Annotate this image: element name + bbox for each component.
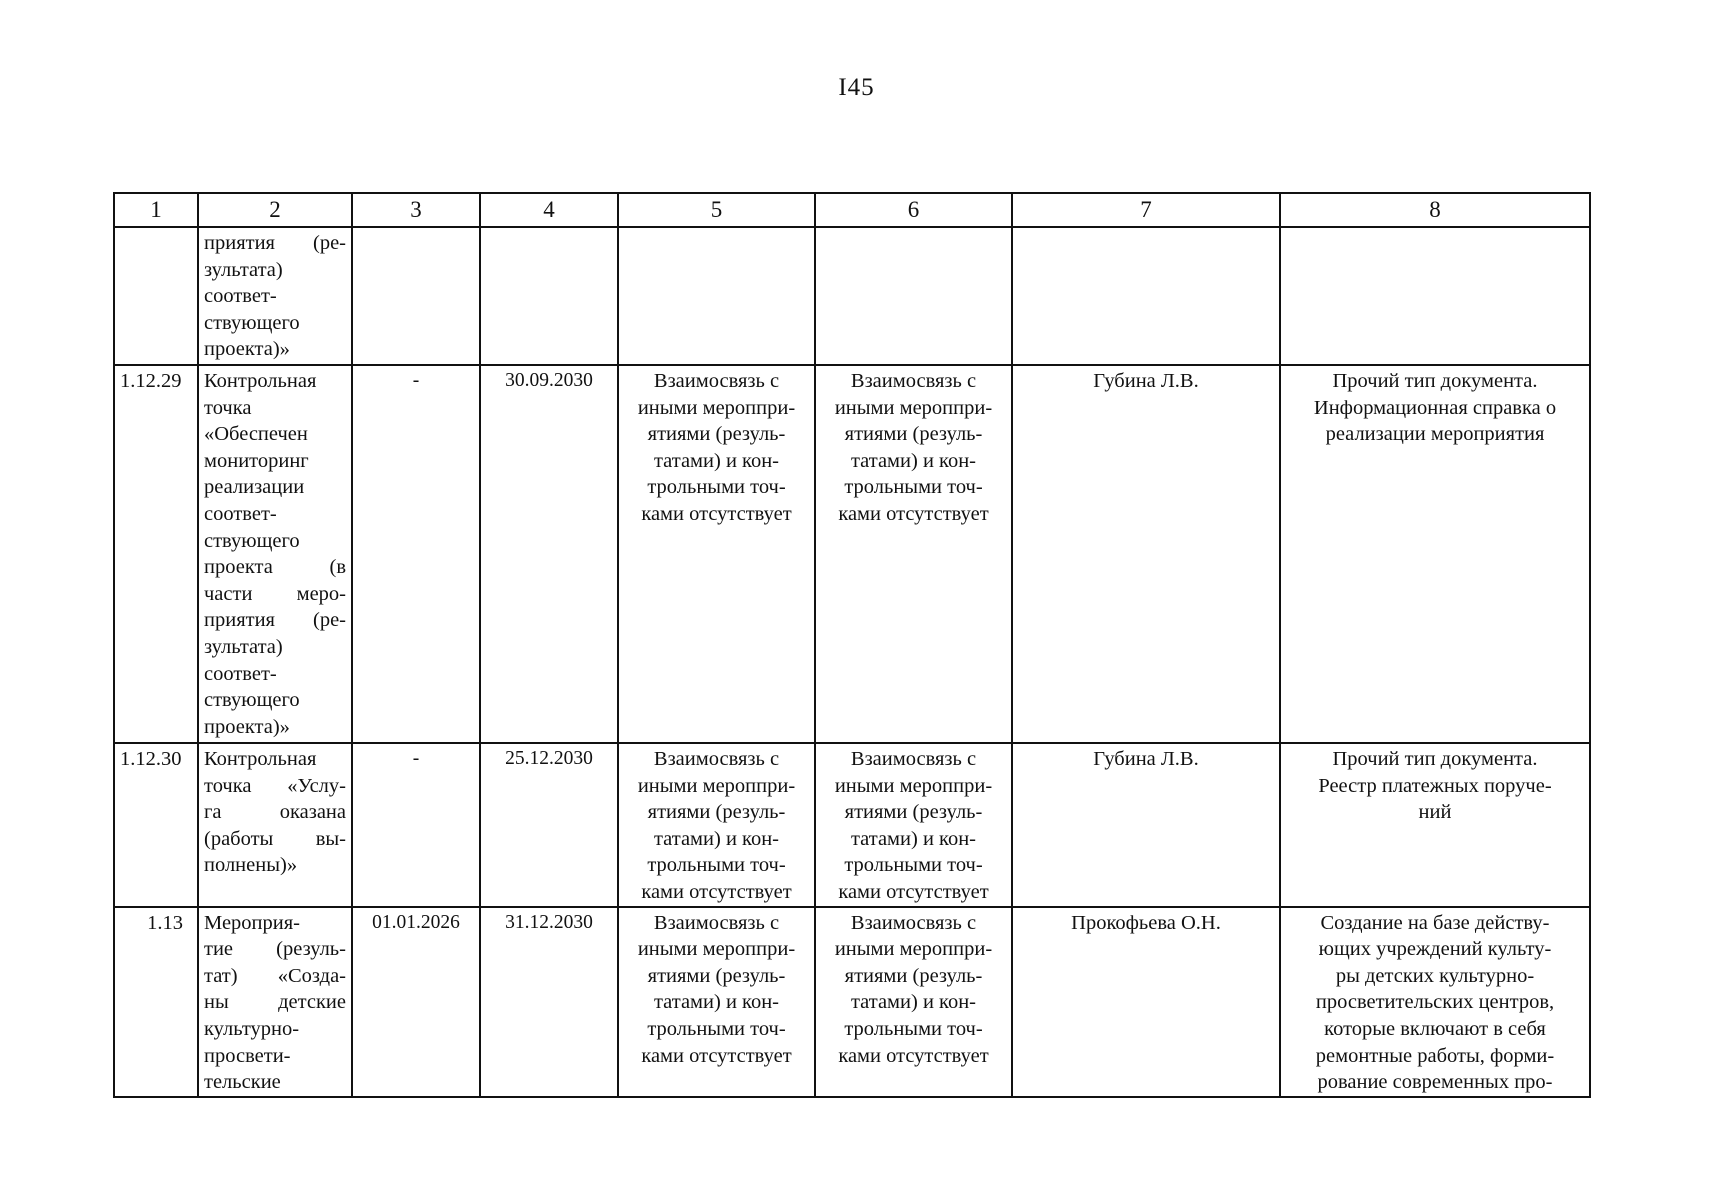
cell-text-line: точка [204,396,252,419]
cell-text-line: Прочий тип документа. [1332,370,1538,392]
cell-text-line: трольными точ- [647,476,786,499]
cell-text-line: Реестр платежных поруче- [1318,774,1552,797]
cell-text-line: просветительских центров, [1315,991,1555,1014]
cell-text-line: ками отсутствует [838,880,989,903]
cell-text-line: иными мероппри- [637,396,796,419]
header-col-5: 5 [618,193,815,227]
cell-end-date: 31.12.2030 [480,907,618,1097]
cell-text-line: зультата) [204,635,283,658]
cell-text-line: Взаимосвязь с [653,911,780,934]
cell-text-line: ствующего [204,529,300,552]
cell-text-line: проекта (в [204,556,346,579]
cell-start-date: - [352,743,480,907]
cell-name [198,227,352,365]
table-row [114,743,1590,907]
cell-text-line: иными мероппри- [834,774,993,797]
cell-text-line: Создание на базе действу- [1320,911,1550,934]
cell-text-line: «Обеспечен [204,423,308,446]
cell-text-line: ятиями (резуль- [844,423,983,446]
cell-successors [815,743,1012,907]
table-row [114,365,1590,743]
cell-text-line: Контрольная [204,370,317,392]
cell-text-line: ками отсутствует [838,502,989,525]
cell-end-date [480,227,618,365]
cell-successors [815,227,1012,365]
cell-text-line: приятия (ре- [204,609,346,632]
cell-text-line: Контрольная [204,748,317,770]
cell-text-line: проекта)» [204,338,290,361]
cell-responsible: Прокофьева О.Н. [1012,907,1280,1097]
cell-text-line: ятиями (резуль- [647,801,786,824]
cell-text-line: иными мероппри- [834,938,993,961]
cell-text-line: татами) и кон- [653,827,780,850]
cell-start-date: - [352,365,480,743]
cell-text-line: точка «Услу- [204,774,346,797]
cell-text-line: иными мероппри- [637,774,796,797]
cell-text-line: Взаимосвязь с [850,911,977,934]
cell-text-line: га оказана [204,801,346,824]
cell-text-line: ны детские [204,991,346,1014]
cell-text-line: тие (резуль- [204,938,346,961]
table-row [114,227,1590,365]
cell-number: 1.13 [114,907,198,1097]
cell-text-line: татами) и кон- [653,991,780,1014]
cell-text-line: ятиями (резуль- [647,423,786,446]
cell-predecessors [618,227,815,365]
cell-text-line: Информационная справка о [1313,396,1557,419]
cell-text-line: ками отсутствует [838,1044,989,1067]
cell-text-line: Взаимосвязь с [653,748,780,770]
cell-text-line: культурно- [204,1017,300,1040]
cell-text-line: Взаимосвязь с [653,370,780,392]
cell-successors [815,365,1012,743]
cell-text-line: ятиями (резуль- [647,964,786,987]
table-row [114,907,1590,1097]
header-col-8: 8 [1280,193,1590,227]
cell-document [1280,907,1590,1097]
cell-text-line: соответ- [204,502,277,525]
cell-text-line: реализации [204,476,305,499]
cell-text-line: ятиями (резуль- [844,801,983,824]
cell-text-line: иными мероппри- [834,396,993,419]
cell-text-line: Взаимосвязь с [850,748,977,770]
cell-text-line: трольными точ- [844,854,983,877]
cell-start-date: 01.01.2026 [352,907,480,1097]
activities-table [113,192,1591,1098]
cell-text-line: проекта)» [204,715,290,738]
cell-name [198,743,352,907]
page-number: I45 [838,74,875,101]
cell-successors [815,907,1012,1097]
cell-text-line: трольными точ- [844,476,983,499]
cell-responsible [1012,227,1280,365]
header-col-1: 1 [114,193,198,227]
cell-text-line: полнены)» [204,854,298,877]
cell-text-line: ющих учреждений культу- [1318,938,1552,961]
table-header-row [114,193,1590,227]
cell-predecessors [618,365,815,743]
cell-text-line: соответ- [204,285,277,308]
header-col-3: 3 [352,193,480,227]
cell-predecessors [618,907,815,1097]
cell-text-line: трольными точ- [844,1017,983,1040]
cell-text-line: ками отсутствует [641,1044,792,1067]
cell-start-date [352,227,480,365]
cell-text-line: ятиями (резуль- [844,964,983,987]
cell-name [198,907,352,1097]
cell-responsible: Губина Л.В. [1012,743,1280,907]
cell-text-line: ремонтные работы, форми- [1315,1044,1555,1067]
cell-text-line: приятия (ре- [204,232,346,254]
cell-text-line: Взаимосвязь с [850,370,977,392]
cell-end-date: 25.12.2030 [480,743,618,907]
cell-text-line: Мероприя- [204,911,301,934]
header-col-6: 6 [815,193,1012,227]
cell-text-line: рование современных про- [1317,1071,1553,1094]
cell-text-line: трольными точ- [647,854,786,877]
cell-text-line: ками отсутствует [641,502,792,525]
cell-text-line: тельские [204,1071,281,1094]
cell-text-line: татами) и кон- [850,991,977,1014]
cell-text-line: соответ- [204,662,277,685]
cell-text-line: зультата) [204,258,283,281]
cell-text-line: татами) и кон- [850,827,977,850]
cell-text-line: татами) и кон- [850,449,977,472]
cell-text-line: ствующего [204,689,300,712]
cell-end-date: 30.09.2030 [480,365,618,743]
cell-text-line: мониторинг [204,449,309,472]
cell-text-line: (работы вы- [204,827,346,850]
cell-document [1280,227,1590,365]
header-col-2: 2 [198,193,352,227]
cell-text-line: ствующего [204,311,300,334]
cell-text-line: ры детских культурно- [1335,964,1535,987]
cell-predecessors [618,743,815,907]
cell-name [198,365,352,743]
cell-text-line: которые включают в себя [1324,1017,1546,1040]
header-col-4: 4 [480,193,618,227]
cell-text-line: реализации мероприятия [1325,423,1545,446]
cell-text-line: части меро- [204,582,346,605]
cell-number: 1.12.30 [114,743,198,907]
cell-text-line: ний [1418,801,1452,824]
cell-text-line: Прочий тип документа. [1332,748,1538,770]
cell-text-line: просвети- [204,1044,291,1067]
cell-number [114,227,198,365]
cell-text-line: иными мероппри- [637,938,796,961]
cell-document [1280,743,1590,907]
cell-text-line: тат) «Созда- [204,964,346,987]
cell-number: 1.12.29 [114,365,198,743]
cell-document [1280,365,1590,743]
header-col-7: 7 [1012,193,1280,227]
cell-text-line: трольными точ- [647,1017,786,1040]
cell-text-line: татами) и кон- [653,449,780,472]
cell-text-line: ками отсутствует [641,880,792,903]
cell-responsible: Губина Л.В. [1012,365,1280,743]
